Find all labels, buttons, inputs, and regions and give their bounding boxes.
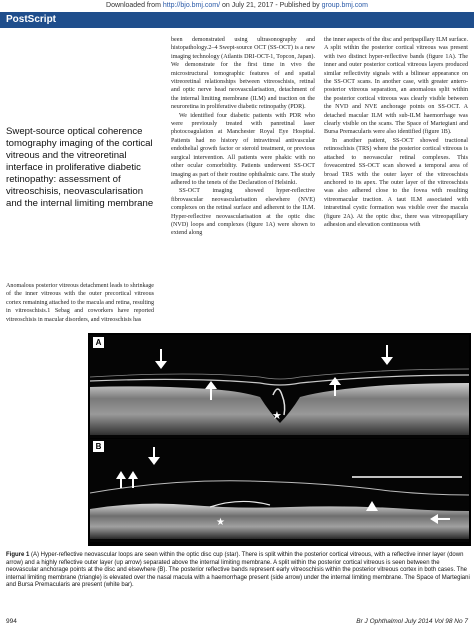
body-column-2 [171,36,315,238]
section-title: PostScript [6,14,57,25]
body-paragraph: In another patient, SS-OCT showed tractional retinoschisis (TRS) where the posterior cortical vitreous is attached to neovascular retinal complexes. This foveacentred SS-OCT scan showed a temporal area of broad TRS with the outer layer of the vitreoschisis anchored to its apex. The outer layer of the vitreoschisis was also adhered close to the fovea with resulting vitreomacular traction. A taut ILM associated with intraretinal cystic formation was visible over the macula (figure 2A). At the optic disc, there was vitreopapillary adhesion and elevation continuous with [324,137,468,228]
down-arrow-icon [148,447,160,465]
body-paragraph: Anomalous posterior vitreous detachment leads to shrinkage of the inner vitreous with the outer precortical vitreous cortex remaining attached to the macula and retina, resulting in vitreoschisis.1 Sebag and coworkers have reported vitreoschisis in macular disorders, and vitreoschisis has [6,283,154,323]
neovascular-complex [210,501,270,507]
caption-label: Figure 1 [6,552,30,558]
oct-image-b [90,439,469,542]
panel-label-b: B [93,441,104,452]
inner-vitreous-band [90,369,469,379]
triangle-marker-icon [366,501,378,511]
body-paragraph: SS-OCT imaging showed hyper-reflective fibrovascular neovascularisation elsewhere (NVE) complexes on the retinal surface and adherent to the ILM. Hyper-reflective neovascularisation at the optic disc (NVD) loops and complexes (figure 1A) were shown to extend along [171,188,315,237]
section-header [0,12,474,28]
retina-layer [90,504,469,539]
caption-text: (A) Hyper-reflective neovascular loops are seen within the optic disc cup (star). There is split within the posterior cortical vitreous, with a reflective inner layer (down arrow) and a highly reflective outer layer (up arrow) separated above the internal limiting membrane. A split within the posterior cortical vitreous is seen between the neovascular anchorage points at the disc and elsewhere (B). The posterior reflective bands represent early vitreoschisis within the posterior vitreous cortex in both cases. The internal limiting membrane (triangle) is elevated over the nasal macula with a haemorrhage present (side arrow) under the internal limiting membrane. The Space of Martegiani and Bursa Premacularis are present (white bar). [6,552,470,589]
star-marker-icon: ★ [272,409,282,422]
star-marker-icon: ★ [216,517,225,528]
body-column-1 [6,282,154,324]
body-paragraph: We identified four diabetic patients with PDR who were previously treated with panretinal laser photocoagulation at Manchester Royal Eye Hospital. Patients had no history of intravitreal antivascular endothelial growth factor or steroid treatment, or previous surgical intervention. All patients were phakic with no other ocular comorbidity. Patients underwent SS-OCT imaging as part of their routine ophthalmic care. The study adhered to the tenets of the Declaration of Helsinki. [171,112,315,186]
download-notice: Downloaded from http://bjo.bmj.com/ on July 21, 2017 - Published by group.bmj.com [106,2,368,9]
body-paragraph: the inner aspects of the disc and peripapillary ILM surface. A split within the posterior cortical vitreous was present with two distinct hyper-reflective bands (figure 1A). The inner and outer posterior cortical vitreous layers produced similar reflectivity signals with a bilinear appearance on the SS-OCT scans. In another case, with greater antero-posterior vitreous separation, an anomalous split within the posterior cortical vitreous was clearly visible between the NVD and NVE anchorage points on SS-OCT. A detached macular ILM with sub-ILM haemorrhage was clearly visible on the scans. The Space of Martegiani and Bursa Premacularis were also identified (figure 1B). [324,37,468,136]
oct-scan-panel-b [90,439,469,542]
oct-scan-panel-a [90,335,469,438]
posterior-vitreous-band [90,481,469,495]
panel-label-a: A [93,337,104,348]
article-title: Swept-source optical coherence tomography imaging of the cortical vitreous and the vitreoretinal interface in proliferative diabetic retinopathy: assessment of vitreoschisis, neovascularisation and the internal limiting membrane [6,126,154,209]
oct-image-a [90,335,469,438]
body-column-3 [324,36,468,229]
down-arrow-icon [155,349,167,369]
journal-link[interactable]: http://bjo.bmj.com/ [162,2,221,9]
up-arrow-icon [128,471,138,488]
down-arrow-icon [381,345,393,365]
journal-citation: Br J Ophthalmol July 2014 Vol 98 No 7 [356,618,468,625]
page-number: 994 [6,618,17,625]
outer-vitreous-band [90,375,469,385]
up-arrow-icon [116,471,126,488]
figure-caption [6,552,470,590]
publisher-link[interactable]: group.bmj.com [321,2,368,9]
figure-1 [88,333,471,546]
body-paragraph: been demonstrated using ultrasonography and histopathology.2–4 Swept-source OCT (SS-OCT) is a new imaging technology (Atlantis DRI-OCT-1, Topcon, Japan). We demonstrate for the first time in vivo the microstructural tomographic features of and spatial vitreoretinal relationships between vitreoschisis, retinal and optic nerve head neovascularisation, detachment of the internal limiting membrane (ILM) and traction on the neuroretina in proliferative diabetic retinopathy (PDR). [171,37,315,111]
